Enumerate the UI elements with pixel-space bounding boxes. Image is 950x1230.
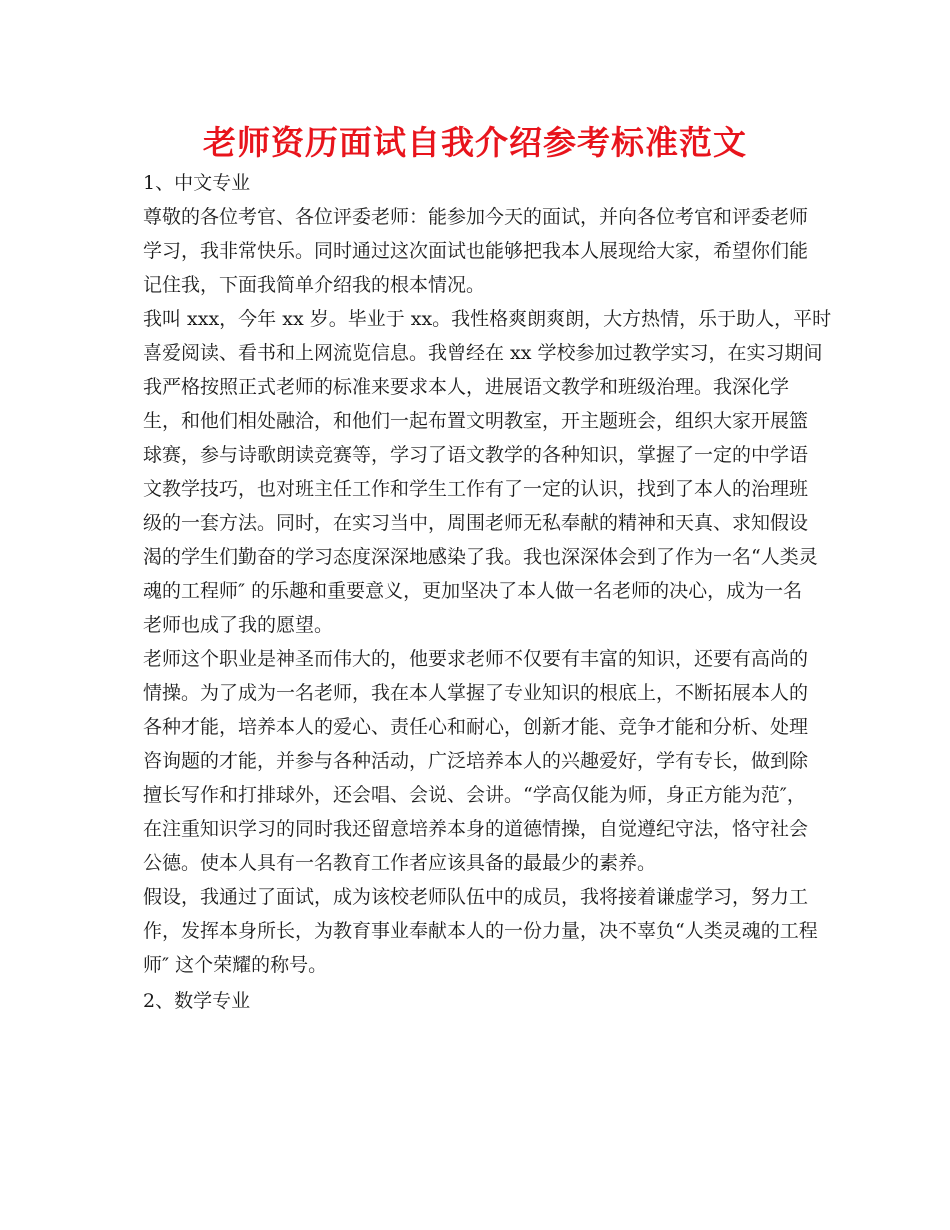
section-heading: 2、数学专业 — [143, 990, 251, 1012]
text-line: 生，和他们相处融洽，和他们一起布置文明教室，开主题班会，组织大家开展篮 — [143, 410, 809, 432]
text-line: 记住我，下面我简单介绍我的根本情况。 — [143, 274, 486, 296]
text-line: 老师这个职业是神圣而伟大的，他要求老师不仅要有丰富的知识，还要有高尚的 — [143, 648, 809, 670]
text-line: 擅长写作和打排球外，还会唱、会说、会讲。“学高仅能为师，身正方能为范″， — [143, 784, 806, 806]
text-line: 师″ 这个荣耀的称号。 — [143, 954, 328, 976]
text-line: 尊敬的各位考官、各位评委老师：能参加今天的面试，并向各位考官和评委老师 — [143, 206, 809, 228]
text-line: 情操。为了成为一名老师，我在本人掌握了专业知识的根底上，不断拓展本人的 — [143, 682, 809, 704]
text-line: 文教学技巧，也对班主任工作和学生工作有了一定的认识，找到了本人的治理班 — [143, 478, 809, 500]
text-line: 在注重知识学习的同时我还留意培养本身的道德情操，自觉遵纪守法，恪守社会 — [143, 818, 809, 840]
text-line: 学习，我非常快乐。同时通过这次面试也能够把我本人展现给大家，希望你们能 — [143, 240, 809, 262]
document-body — [143, 166, 832, 1018]
text-line: 咨询题的才能，并参与各种活动，广泛培养本人的兴趣爱好，学有专长，做到除 — [143, 750, 809, 772]
text-line: 假设，我通过了面试，成为该校老师队伍中的成员，我将接着谦虚学习，努力工 — [143, 886, 809, 908]
document-title: 老师资历面试自我介绍参考标准范文 — [203, 123, 747, 162]
text-line: 球赛，参与诗歌朗读竞赛等，学习了语文教学的各种知识，掌握了一定的中学语 — [143, 444, 809, 466]
text-line: 老师也成了我的愿望。 — [143, 614, 334, 636]
section-heading: 1、中文专业 — [143, 172, 251, 194]
text-line: 级的一套方法。同时，在实习当中，周围老师无私奉献的精神和天真、求知假设 — [143, 512, 809, 534]
text-line: 喜爱阅读、看书和上网流览信息。我曾经在 xx 学校参加过教学实习，在实习期间 — [143, 342, 823, 364]
text-line: 我叫 xxx，今年 xx 岁。毕业于 xx。我性格爽朗爽朗，大方热情，乐于助人，平时 — [143, 308, 832, 330]
text-line: 渴的学生们勤奋的学习态度深深地感染了我。我也深深体会到了作为一名“人类灵 — [143, 546, 818, 568]
text-line: 作，发挥本身所长，为教育事业奉献本人的一份力量，决不辜负“人类灵魂的工程 — [143, 920, 818, 942]
text-line: 魂的工程师″ 的乐趣和重要意义，更加坚决了本人做一名老师的决心，成为一名 — [143, 580, 803, 602]
text-line: 公德。使本人具有一名教育工作者应该具备的最最少的素养。 — [143, 852, 657, 874]
text-line: 我严格按照正式老师的标准来要求本人，进展语文教学和班级治理。我深化学 — [143, 376, 790, 398]
text-line: 各种才能，培养本人的爱心、责任心和耐心，创新才能、竞争才能和分析、处理 — [143, 716, 809, 738]
